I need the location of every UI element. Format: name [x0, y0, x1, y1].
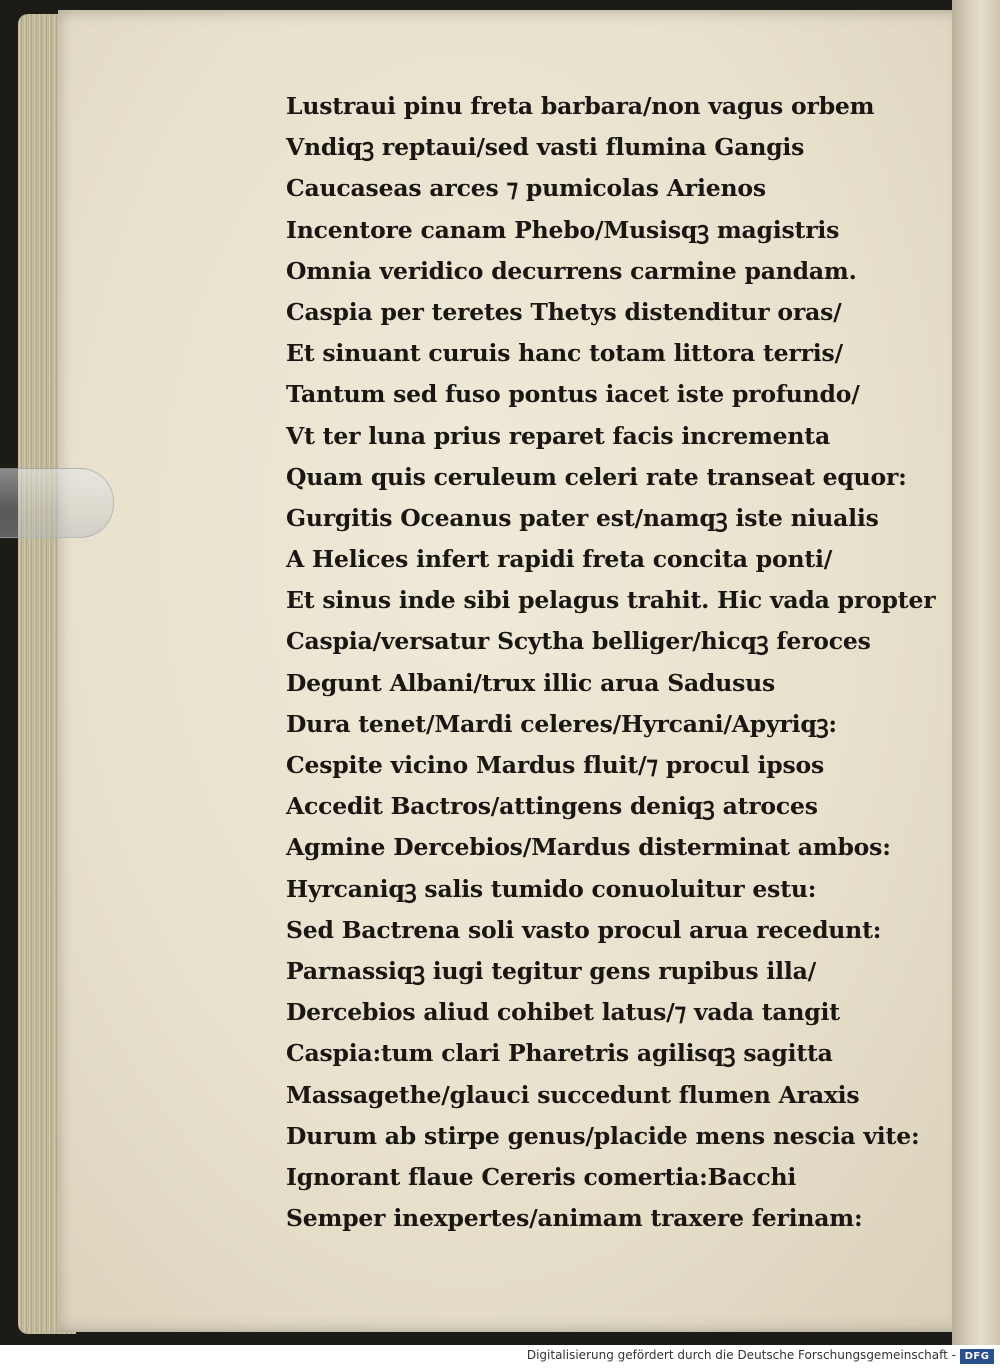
text-line: Dura tenet/Mardi celeres/Hyrcani/Apyriqꝫ:	[286, 709, 837, 738]
text-line: Caucaseas arces ⁊ pumicolas Arienos	[286, 174, 766, 203]
text-line: Caspia:tum clari Pharetris agilisqꝫ sagitta	[286, 1039, 833, 1068]
text-line: Ignorant flaue Cereris comertia:Bacchi	[286, 1162, 797, 1191]
page-clip	[0, 468, 114, 538]
footer-bar	[0, 1345, 1000, 1369]
text-line: Durum ab stirpe genus/placide mens nescia vite:	[286, 1121, 920, 1150]
text-line: Vt ter luna prius reparet facis incrementa	[286, 421, 830, 450]
text-line: Cespite vicino Mardus fluit/⁊ procul ipsos	[286, 751, 824, 779]
text-line: Et sinuant curuis hanc totam littora terris/	[286, 339, 843, 368]
text-line: Gurgitis Oceanus pater est/namqꝫ iste niualis	[286, 503, 879, 532]
text-line: Parnassiqꝫ iugi tegitur gens rupibus illa/	[286, 956, 817, 985]
text-line: Caspia per teretes Thetys distenditur oras/	[286, 297, 842, 326]
text-line: Semper inexpertes/animam traxere ferinam:	[286, 1204, 863, 1233]
text-line: Dercebios aliud cohibet latus/⁊ vada tangit	[286, 998, 840, 1027]
text-line: Hyrcaniqꝫ salis tumido conuoluitur estu:	[286, 874, 817, 903]
text-line: Massagethe/glauci succedunt flumen Araxis	[286, 1080, 860, 1109]
text-line: Caspia/versatur Scytha belliger/hicqꝫ feroces	[286, 627, 871, 656]
text-line: Accedit Bactros/attingens deniqꝫ atroces	[286, 792, 818, 821]
text-line: Sed Bactrena soli vasto procul arua recedunt:	[286, 915, 882, 944]
text-line: Lustraui pinu freta barbara/non vagus orbem	[286, 92, 875, 120]
text-line: Quam quis ceruleum celeri rate transeat equor:	[286, 462, 907, 491]
text-line: Agmine Dercebios/Mardus disterminat ambos:	[286, 833, 891, 862]
poem-text	[286, 86, 936, 1239]
text-line: A Helices infert rapidi freta concita ponti/	[286, 545, 833, 574]
text-line: Vndiqꝫ reptaui/sed vasti flumina Gangis	[286, 133, 805, 162]
text-line: Degunt Albani/trux illic arua Sadusus	[286, 668, 776, 697]
digitization-credit: Digitalisierung gefördert durch die Deutsche Forschungsgemeinschaft -	[526, 1348, 956, 1362]
text-line: Et sinus inde sibi pelagus trahit. Hic vada propter	[286, 586, 936, 615]
text-line: Incentore canam Phebo/Musisqꝫ magistris	[286, 215, 840, 244]
facing-page-edge	[952, 0, 1000, 1345]
text-line: Tantum sed fuso pontus iacet iste profundo/	[286, 380, 860, 409]
text-line: Omnia veridico decurrens carmine pandam.	[286, 256, 857, 285]
dfg-logo-icon: DFG	[960, 1349, 994, 1364]
